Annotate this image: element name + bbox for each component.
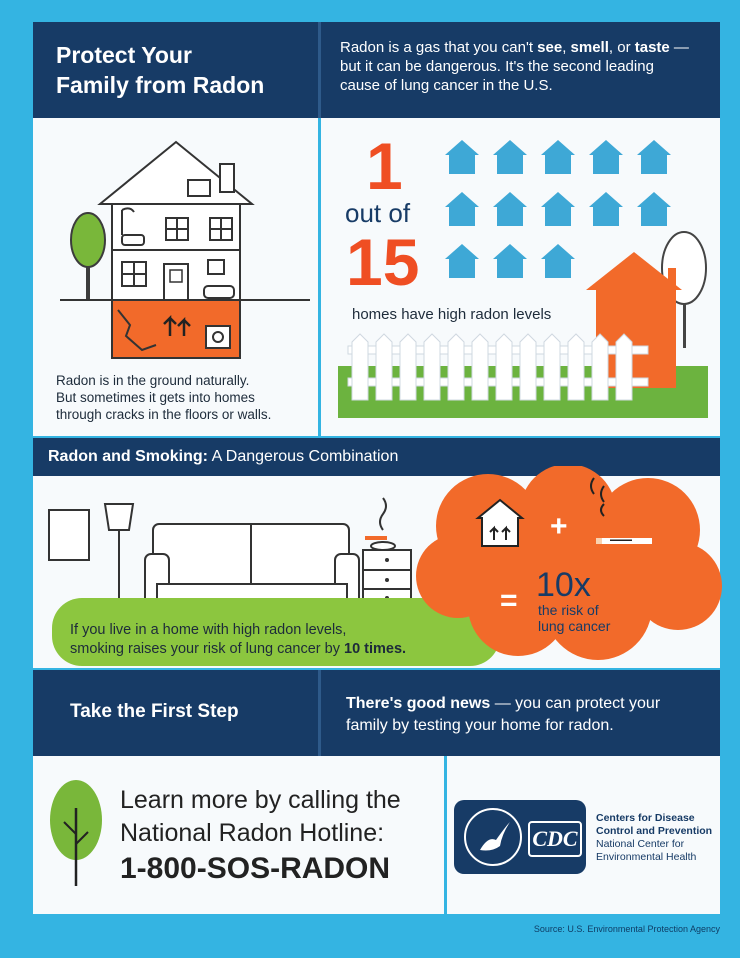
cdc-name: Centers for Disease Control and Prevention National Center for Environmental Health (596, 812, 713, 863)
house-caption: Radon is in the ground naturally. But sometimes it gets into homes through cracks in the floors or walls. (56, 373, 272, 422)
stat-numerator: 1 (366, 129, 403, 203)
cloud-equals: = (500, 584, 518, 617)
first-step-divider (318, 670, 321, 756)
first-step-title: Take the First Step (70, 701, 239, 722)
header-divider (318, 22, 321, 118)
cloud-multiplier: 10x (536, 566, 591, 604)
hotline-number: 1-800-SOS-RADON (120, 852, 391, 885)
hhs-seal-icon (462, 806, 524, 868)
cloud-plus: + (550, 510, 568, 543)
tree-icon (46, 778, 106, 888)
cloud-caption: the risk of lung cancer (538, 602, 611, 634)
stat-denominator: 15 (346, 225, 420, 299)
good-news-text: There's good news — you can protect your family by testing your home for radon. (346, 695, 661, 734)
smoking-title: Radon and Smoking: A Dangerous Combination (48, 448, 399, 465)
source-note: Source: U.S. Environmental Protection Agency (533, 924, 720, 934)
stat-caption: homes have high radon levels (348, 306, 555, 323)
house-cutaway-illustration (60, 140, 310, 365)
cdc-logo: CDC (528, 821, 582, 857)
cloud-minus: — (610, 526, 632, 551)
smoking-caption: If you live in a home with high radon levels, smoking raises your risk of lung cancer by 10 times. (70, 622, 407, 657)
stat-out-of: out of (345, 198, 411, 228)
intro-text: Radon is a gas that you can't see, smell, or taste — but it can be dangerous. It's the second leading cause of lung cancer in the U.S. (340, 39, 689, 94)
page-title: Protect Your Family from Radon (56, 42, 265, 98)
hotline-text: Learn more by calling the National Radon Hotline: (120, 786, 401, 847)
